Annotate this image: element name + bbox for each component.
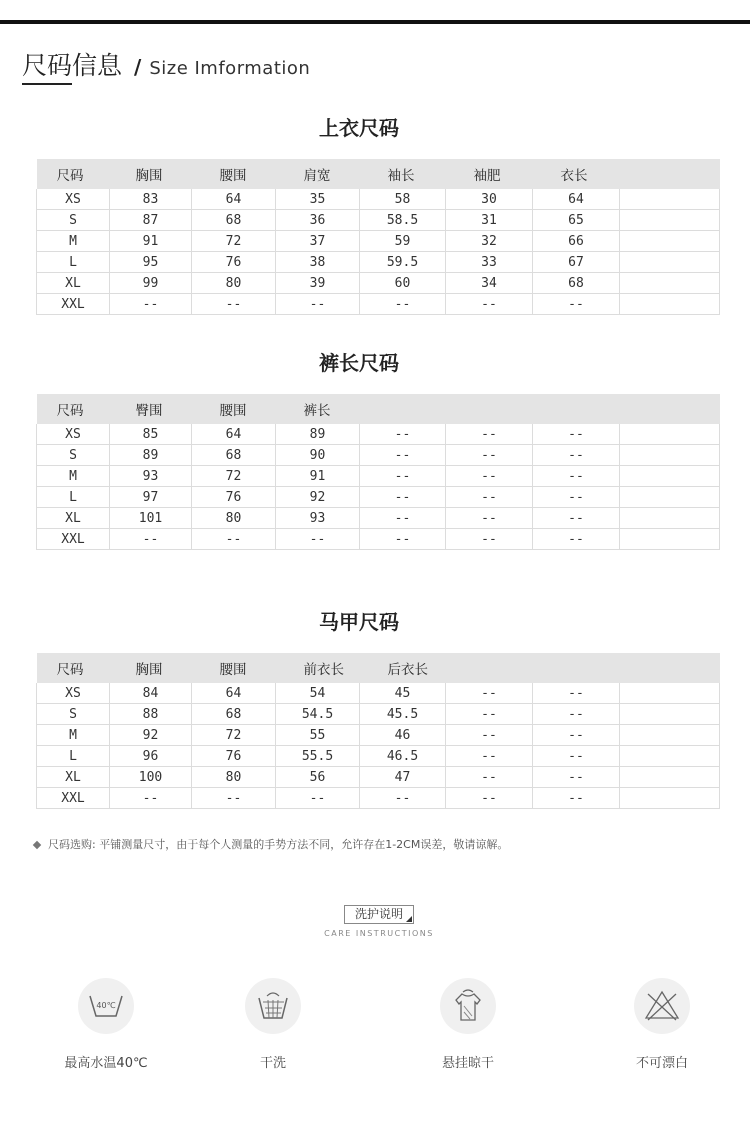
table-cell: 45.5 xyxy=(360,704,446,725)
table-cell: -- xyxy=(446,424,533,445)
table-cell: 32 xyxy=(446,231,533,252)
table-cell: 83 xyxy=(110,189,192,210)
table-row xyxy=(37,529,720,550)
table-row xyxy=(37,210,720,231)
table-cell: -- xyxy=(533,704,620,725)
table-header-label: 胸围 xyxy=(135,168,163,184)
table-cell xyxy=(620,704,720,725)
table-header-cell xyxy=(446,653,533,683)
table-cell: -- xyxy=(446,487,533,508)
table-cell: -- xyxy=(533,294,620,315)
table-cell: 55 xyxy=(276,725,360,746)
diamond-bullet-icon xyxy=(33,841,41,849)
table-header-label: 肩宽 xyxy=(303,168,331,184)
table-row xyxy=(37,231,720,252)
table-header-label: 袖长 xyxy=(387,168,415,184)
table-header-cell xyxy=(533,653,620,683)
dry-clean-icon xyxy=(245,978,301,1034)
table-cell: -- xyxy=(360,508,446,529)
table-cell: 64 xyxy=(533,189,620,210)
care-item-no-bleach xyxy=(602,978,722,1071)
table-row xyxy=(37,508,720,529)
table-header-cell xyxy=(37,653,110,683)
pants-size-table xyxy=(36,394,720,550)
table-cell: 36 xyxy=(276,210,360,231)
size-note-text: 尺码选购: 平铺测量尺寸，由于每个人测量的手势方法不同，允许存在1-2CM误差，敬请谅解。 xyxy=(48,838,509,851)
table-header-label: 袖肥 xyxy=(473,168,501,184)
table-cell xyxy=(620,746,720,767)
size-cell: XL xyxy=(37,767,110,788)
table-cell: 91 xyxy=(110,231,192,252)
table-cell: 89 xyxy=(110,445,192,466)
table-cell: 88 xyxy=(110,704,192,725)
table-header-cell xyxy=(37,159,110,189)
hang-dry-icon xyxy=(440,978,496,1034)
table-cell: 90 xyxy=(276,445,360,466)
table-cell: 66 xyxy=(533,231,620,252)
size-cell: L xyxy=(37,746,110,767)
table-cell: 33 xyxy=(446,252,533,273)
table-cell: 68 xyxy=(192,445,276,466)
table-cell: 47 xyxy=(360,767,446,788)
table-cell: 54.5 xyxy=(276,704,360,725)
care-instructions-badge xyxy=(344,905,414,924)
table-cell: 89 xyxy=(276,424,360,445)
table-cell: 93 xyxy=(276,508,360,529)
table-cell: -- xyxy=(446,767,533,788)
care-item-hang-dry xyxy=(408,978,528,1071)
table-header-cell xyxy=(276,394,360,424)
table-row xyxy=(37,767,720,788)
table-cell xyxy=(620,683,720,704)
table-cell: -- xyxy=(533,725,620,746)
size-cell: S xyxy=(37,210,110,231)
table-row xyxy=(37,683,720,704)
table-header-cell xyxy=(360,159,446,189)
care-item-wash xyxy=(46,978,166,1071)
table-cell: 100 xyxy=(110,767,192,788)
size-cell: M xyxy=(37,725,110,746)
table-header-label: 后衣长 xyxy=(387,662,428,678)
table-cell: 64 xyxy=(192,189,276,210)
table-cell: 72 xyxy=(192,466,276,487)
table-header-cell xyxy=(276,159,360,189)
table-header-cell xyxy=(620,653,720,683)
table-cell: -- xyxy=(446,704,533,725)
table-cell: -- xyxy=(192,529,276,550)
care-item-dry-clean xyxy=(213,978,333,1071)
table-cell: -- xyxy=(446,466,533,487)
table-header-cell xyxy=(446,394,533,424)
table-cell: 85 xyxy=(110,424,192,445)
table-cell: 92 xyxy=(110,725,192,746)
table-cell: 46.5 xyxy=(360,746,446,767)
table-header-label: 尺码 xyxy=(56,662,84,678)
table-cell: 80 xyxy=(192,767,276,788)
table-cell: -- xyxy=(446,746,533,767)
table-cell: 68 xyxy=(192,210,276,231)
table-cell: -- xyxy=(533,466,620,487)
table-header-row xyxy=(37,159,720,189)
table-cell: 38 xyxy=(276,252,360,273)
table-cell: 64 xyxy=(192,424,276,445)
corner-triangle-icon xyxy=(406,916,412,922)
table-cell: 97 xyxy=(110,487,192,508)
table-cell: 46 xyxy=(360,725,446,746)
size-cell: XXL xyxy=(37,788,110,809)
table-header-cell xyxy=(533,159,620,189)
table-cell: 35 xyxy=(276,189,360,210)
table-cell: 80 xyxy=(192,273,276,294)
size-cell: XS xyxy=(37,424,110,445)
size-info-header xyxy=(22,46,310,82)
table-header-cell xyxy=(360,653,446,683)
care-label-no-bleach: 不可漂白 xyxy=(635,1056,688,1071)
table-cell: -- xyxy=(360,466,446,487)
table-header-cell xyxy=(276,653,360,683)
table-header-label: 裤长 xyxy=(303,403,331,419)
table-cell: 68 xyxy=(192,704,276,725)
size-cell: XXL xyxy=(37,529,110,550)
table-cell: 101 xyxy=(110,508,192,529)
table-cell: -- xyxy=(192,788,276,809)
size-cell: XXL xyxy=(37,294,110,315)
table-cell: -- xyxy=(110,788,192,809)
table-cell: 96 xyxy=(110,746,192,767)
table-cell xyxy=(620,508,720,529)
table-cell xyxy=(620,424,720,445)
table-header-cell xyxy=(620,394,720,424)
table-row xyxy=(37,424,720,445)
care-title: 洗护说明 xyxy=(354,907,403,921)
top-size-table xyxy=(36,159,720,315)
table-cell: 68 xyxy=(533,273,620,294)
table-cell: -- xyxy=(192,294,276,315)
table-header-row xyxy=(37,653,720,683)
table-cell: 84 xyxy=(110,683,192,704)
size-cell: L xyxy=(37,487,110,508)
care-subtitle: CARE INSTRUCTIONS xyxy=(324,929,434,938)
vest-size-title: 马甲尺码 xyxy=(319,610,399,634)
table-cell xyxy=(620,273,720,294)
table-cell xyxy=(620,445,720,466)
table-cell: -- xyxy=(446,683,533,704)
table-header-cell xyxy=(110,653,192,683)
table-header-label: 腰围 xyxy=(219,168,247,184)
table-cell: 76 xyxy=(192,487,276,508)
table-cell: 60 xyxy=(360,273,446,294)
table-cell: -- xyxy=(360,788,446,809)
table-header-cell xyxy=(37,394,110,424)
table-cell: -- xyxy=(533,788,620,809)
table-row xyxy=(37,294,720,315)
table-row xyxy=(37,746,720,767)
table-cell: -- xyxy=(533,683,620,704)
header-underline xyxy=(22,83,72,85)
table-cell: 58.5 xyxy=(360,210,446,231)
table-cell: -- xyxy=(360,445,446,466)
table-header-cell xyxy=(192,159,276,189)
table-cell: -- xyxy=(446,529,533,550)
table-row xyxy=(37,788,720,809)
size-cell: S xyxy=(37,445,110,466)
table-cell: -- xyxy=(360,294,446,315)
table-header-cell xyxy=(110,394,192,424)
size-cell: XS xyxy=(37,189,110,210)
no-bleach-icon xyxy=(634,978,690,1034)
table-cell: 76 xyxy=(192,746,276,767)
table-row xyxy=(37,487,720,508)
table-header-cell xyxy=(446,159,533,189)
table-cell: -- xyxy=(360,487,446,508)
table-cell: -- xyxy=(110,294,192,315)
table-cell: 80 xyxy=(192,508,276,529)
table-cell xyxy=(620,466,720,487)
pants-size-title: 裤长尺码 xyxy=(319,351,399,375)
table-header-label: 腰围 xyxy=(219,662,247,678)
table-row xyxy=(37,466,720,487)
size-cell: XL xyxy=(37,273,110,294)
table-cell: 55.5 xyxy=(276,746,360,767)
table-cell xyxy=(620,529,720,550)
table-header-label: 尺码 xyxy=(56,168,84,184)
table-cell: -- xyxy=(276,788,360,809)
table-cell: -- xyxy=(446,725,533,746)
size-note xyxy=(34,836,508,852)
size-cell: S xyxy=(37,704,110,725)
table-header-cell xyxy=(360,394,446,424)
table-cell: -- xyxy=(533,529,620,550)
size-cell: XS xyxy=(37,683,110,704)
table-header-label: 前衣长 xyxy=(303,662,344,678)
table-header-cell xyxy=(192,653,276,683)
table-row xyxy=(37,189,720,210)
table-cell: 72 xyxy=(192,231,276,252)
table-cell: -- xyxy=(276,294,360,315)
table-cell: -- xyxy=(446,294,533,315)
vest-size-table xyxy=(36,653,720,809)
top-size-title: 上衣尺码 xyxy=(319,116,399,140)
table-header-row xyxy=(37,394,720,424)
size-cell: M xyxy=(37,466,110,487)
table-cell xyxy=(620,725,720,746)
table-cell: -- xyxy=(533,424,620,445)
table-header-label: 胸围 xyxy=(135,662,163,678)
size-cell: XL xyxy=(37,508,110,529)
table-row xyxy=(37,704,720,725)
table-cell: 67 xyxy=(533,252,620,273)
table-cell: -- xyxy=(360,529,446,550)
table-cell xyxy=(620,189,720,210)
table-cell: -- xyxy=(276,529,360,550)
table-cell: 58 xyxy=(360,189,446,210)
table-header-cell xyxy=(620,159,720,189)
size-info-title-cn: 尺码信息 xyxy=(22,51,123,80)
table-cell: 37 xyxy=(276,231,360,252)
table-cell: 76 xyxy=(192,252,276,273)
table-header-label: 腰围 xyxy=(219,403,247,419)
table-cell xyxy=(620,252,720,273)
size-cell: L xyxy=(37,252,110,273)
table-cell: 87 xyxy=(110,210,192,231)
size-cell: M xyxy=(37,231,110,252)
table-cell: 92 xyxy=(276,487,360,508)
table-cell xyxy=(620,231,720,252)
table-cell xyxy=(620,294,720,315)
table-cell: -- xyxy=(533,487,620,508)
table-cell: 59 xyxy=(360,231,446,252)
table-header-cell xyxy=(192,394,276,424)
table-cell xyxy=(620,487,720,508)
table-row xyxy=(37,445,720,466)
table-cell: 64 xyxy=(192,683,276,704)
table-row xyxy=(37,252,720,273)
table-cell: 91 xyxy=(276,466,360,487)
table-cell xyxy=(620,788,720,809)
table-cell: 95 xyxy=(110,252,192,273)
table-cell: 34 xyxy=(446,273,533,294)
table-cell: 56 xyxy=(276,767,360,788)
table-cell: -- xyxy=(533,746,620,767)
table-header-label: 衣长 xyxy=(560,168,588,184)
table-cell: -- xyxy=(533,508,620,529)
table-cell: 31 xyxy=(446,210,533,231)
title-slash: / xyxy=(134,55,142,79)
care-label-hang-dry: 悬挂晾干 xyxy=(441,1056,494,1071)
table-cell: -- xyxy=(446,508,533,529)
size-info-title-en: Size Imformation xyxy=(149,58,311,79)
table-cell: 54 xyxy=(276,683,360,704)
table-cell: -- xyxy=(533,445,620,466)
table-cell: -- xyxy=(110,529,192,550)
table-header-cell xyxy=(110,159,192,189)
table-cell: 72 xyxy=(192,725,276,746)
table-cell xyxy=(620,210,720,231)
table-row xyxy=(37,273,720,294)
table-cell: 30 xyxy=(446,189,533,210)
svg-text:40℃: 40℃ xyxy=(96,1001,116,1010)
care-label-dry-clean: 干洗 xyxy=(259,1056,286,1071)
table-cell: 99 xyxy=(110,273,192,294)
table-cell: -- xyxy=(446,788,533,809)
table-cell: -- xyxy=(360,424,446,445)
care-label-wash: 最高水温40℃ xyxy=(64,1056,148,1071)
table-cell: 39 xyxy=(276,273,360,294)
table-header-label: 臀围 xyxy=(135,403,163,419)
wash-40-icon xyxy=(78,978,134,1034)
table-header-cell xyxy=(533,394,620,424)
table-row xyxy=(37,725,720,746)
table-header-label: 尺码 xyxy=(56,403,84,419)
table-cell xyxy=(620,767,720,788)
table-cell: -- xyxy=(446,445,533,466)
top-divider-bar xyxy=(0,20,750,24)
table-cell: 45 xyxy=(360,683,446,704)
table-cell: 59.5 xyxy=(360,252,446,273)
table-cell: 93 xyxy=(110,466,192,487)
table-cell: -- xyxy=(533,767,620,788)
table-cell: 65 xyxy=(533,210,620,231)
